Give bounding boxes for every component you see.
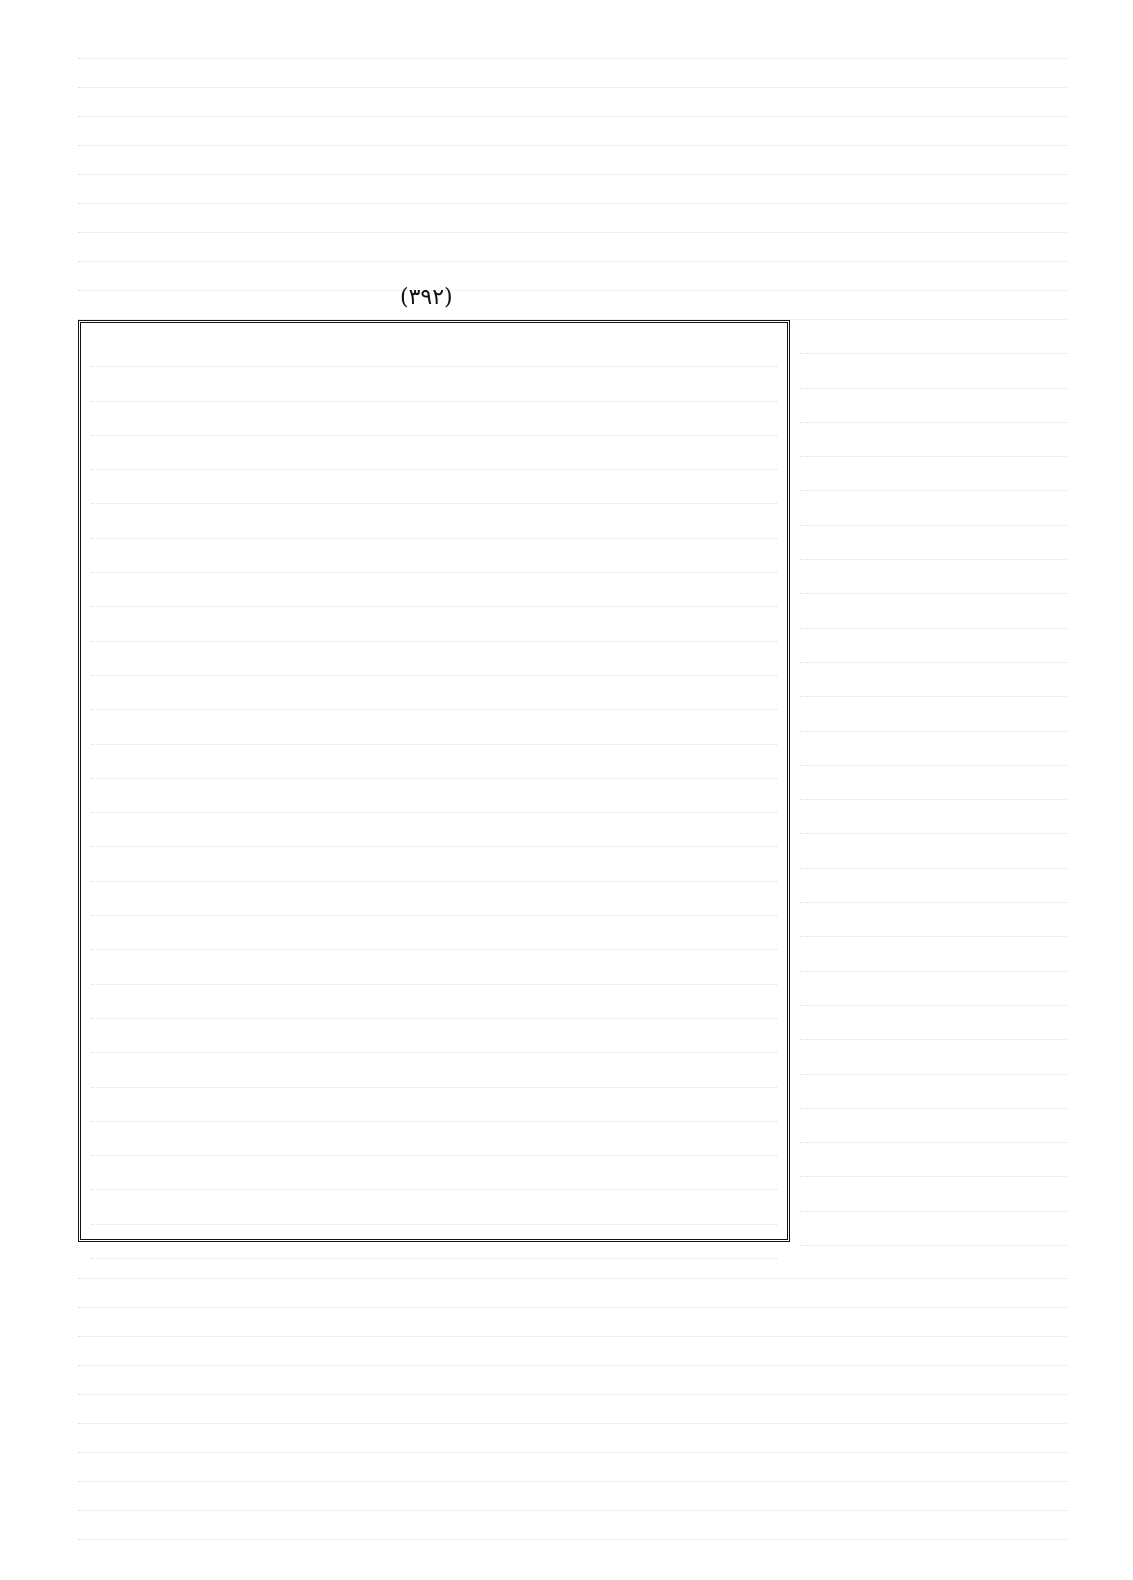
text-line — [800, 697, 1068, 731]
text-line — [800, 800, 1068, 834]
text-line — [91, 882, 777, 916]
text-line — [78, 175, 1068, 204]
text-line — [91, 847, 777, 881]
text-line — [91, 813, 777, 847]
text-line — [91, 1053, 777, 1087]
text-line — [800, 354, 1068, 388]
text-line — [91, 642, 777, 676]
text-line — [800, 1075, 1068, 1109]
text-line — [800, 457, 1068, 491]
text-line — [91, 1190, 777, 1224]
text-line — [78, 1453, 1068, 1482]
text-line — [91, 573, 777, 607]
text-line — [78, 146, 1068, 175]
text-line — [91, 1088, 777, 1122]
bottom-text-block — [78, 1250, 1068, 1550]
text-line — [78, 1308, 1068, 1337]
margin-text-column — [800, 320, 1068, 1242]
framed-commentary-block — [78, 320, 790, 1242]
text-line — [91, 916, 777, 950]
text-line — [800, 320, 1068, 354]
text-line — [800, 526, 1068, 560]
text-line — [800, 1040, 1068, 1074]
text-line — [800, 594, 1068, 628]
text-line — [78, 291, 1068, 320]
text-line — [78, 30, 1068, 59]
text-line — [800, 937, 1068, 971]
text-line — [91, 779, 777, 813]
top-text-block — [78, 30, 1068, 312]
text-line — [800, 1006, 1068, 1040]
text-line — [91, 1156, 777, 1190]
text-line — [91, 504, 777, 538]
text-line — [91, 539, 777, 573]
text-line — [91, 950, 777, 984]
text-line — [91, 436, 777, 470]
text-line — [78, 1366, 1068, 1395]
text-line — [800, 629, 1068, 663]
text-line — [800, 766, 1068, 800]
text-line — [78, 204, 1068, 233]
text-line — [91, 676, 777, 710]
text-line — [78, 88, 1068, 117]
text-line — [78, 59, 1068, 88]
text-line — [91, 333, 777, 367]
text-line — [800, 869, 1068, 903]
text-line — [800, 903, 1068, 937]
text-line — [800, 1109, 1068, 1143]
text-line — [91, 745, 777, 779]
text-line — [800, 732, 1068, 766]
text-line — [78, 1424, 1068, 1453]
text-line — [91, 402, 777, 436]
text-line — [800, 389, 1068, 423]
text-line — [91, 1122, 777, 1156]
text-line — [800, 663, 1068, 697]
text-line — [78, 1482, 1068, 1511]
text-line — [91, 1019, 777, 1053]
text-line — [800, 560, 1068, 594]
text-line — [78, 1511, 1068, 1540]
text-line — [78, 1395, 1068, 1424]
text-line — [91, 710, 777, 744]
text-line — [800, 423, 1068, 457]
text-line — [91, 985, 777, 1019]
text-line — [78, 1279, 1068, 1308]
text-line — [800, 834, 1068, 868]
text-line — [78, 262, 1068, 291]
text-line — [800, 1177, 1068, 1211]
text-line — [91, 367, 777, 401]
text-line — [91, 607, 777, 641]
text-line — [800, 1212, 1068, 1246]
page-number: (٣٩٢) — [400, 285, 453, 310]
text-line — [800, 1143, 1068, 1177]
text-line — [78, 233, 1068, 262]
text-line — [800, 972, 1068, 1006]
text-line — [78, 1250, 1068, 1279]
text-line — [91, 470, 777, 504]
text-line — [800, 491, 1068, 525]
text-line — [78, 1337, 1068, 1366]
text-line — [78, 117, 1068, 146]
